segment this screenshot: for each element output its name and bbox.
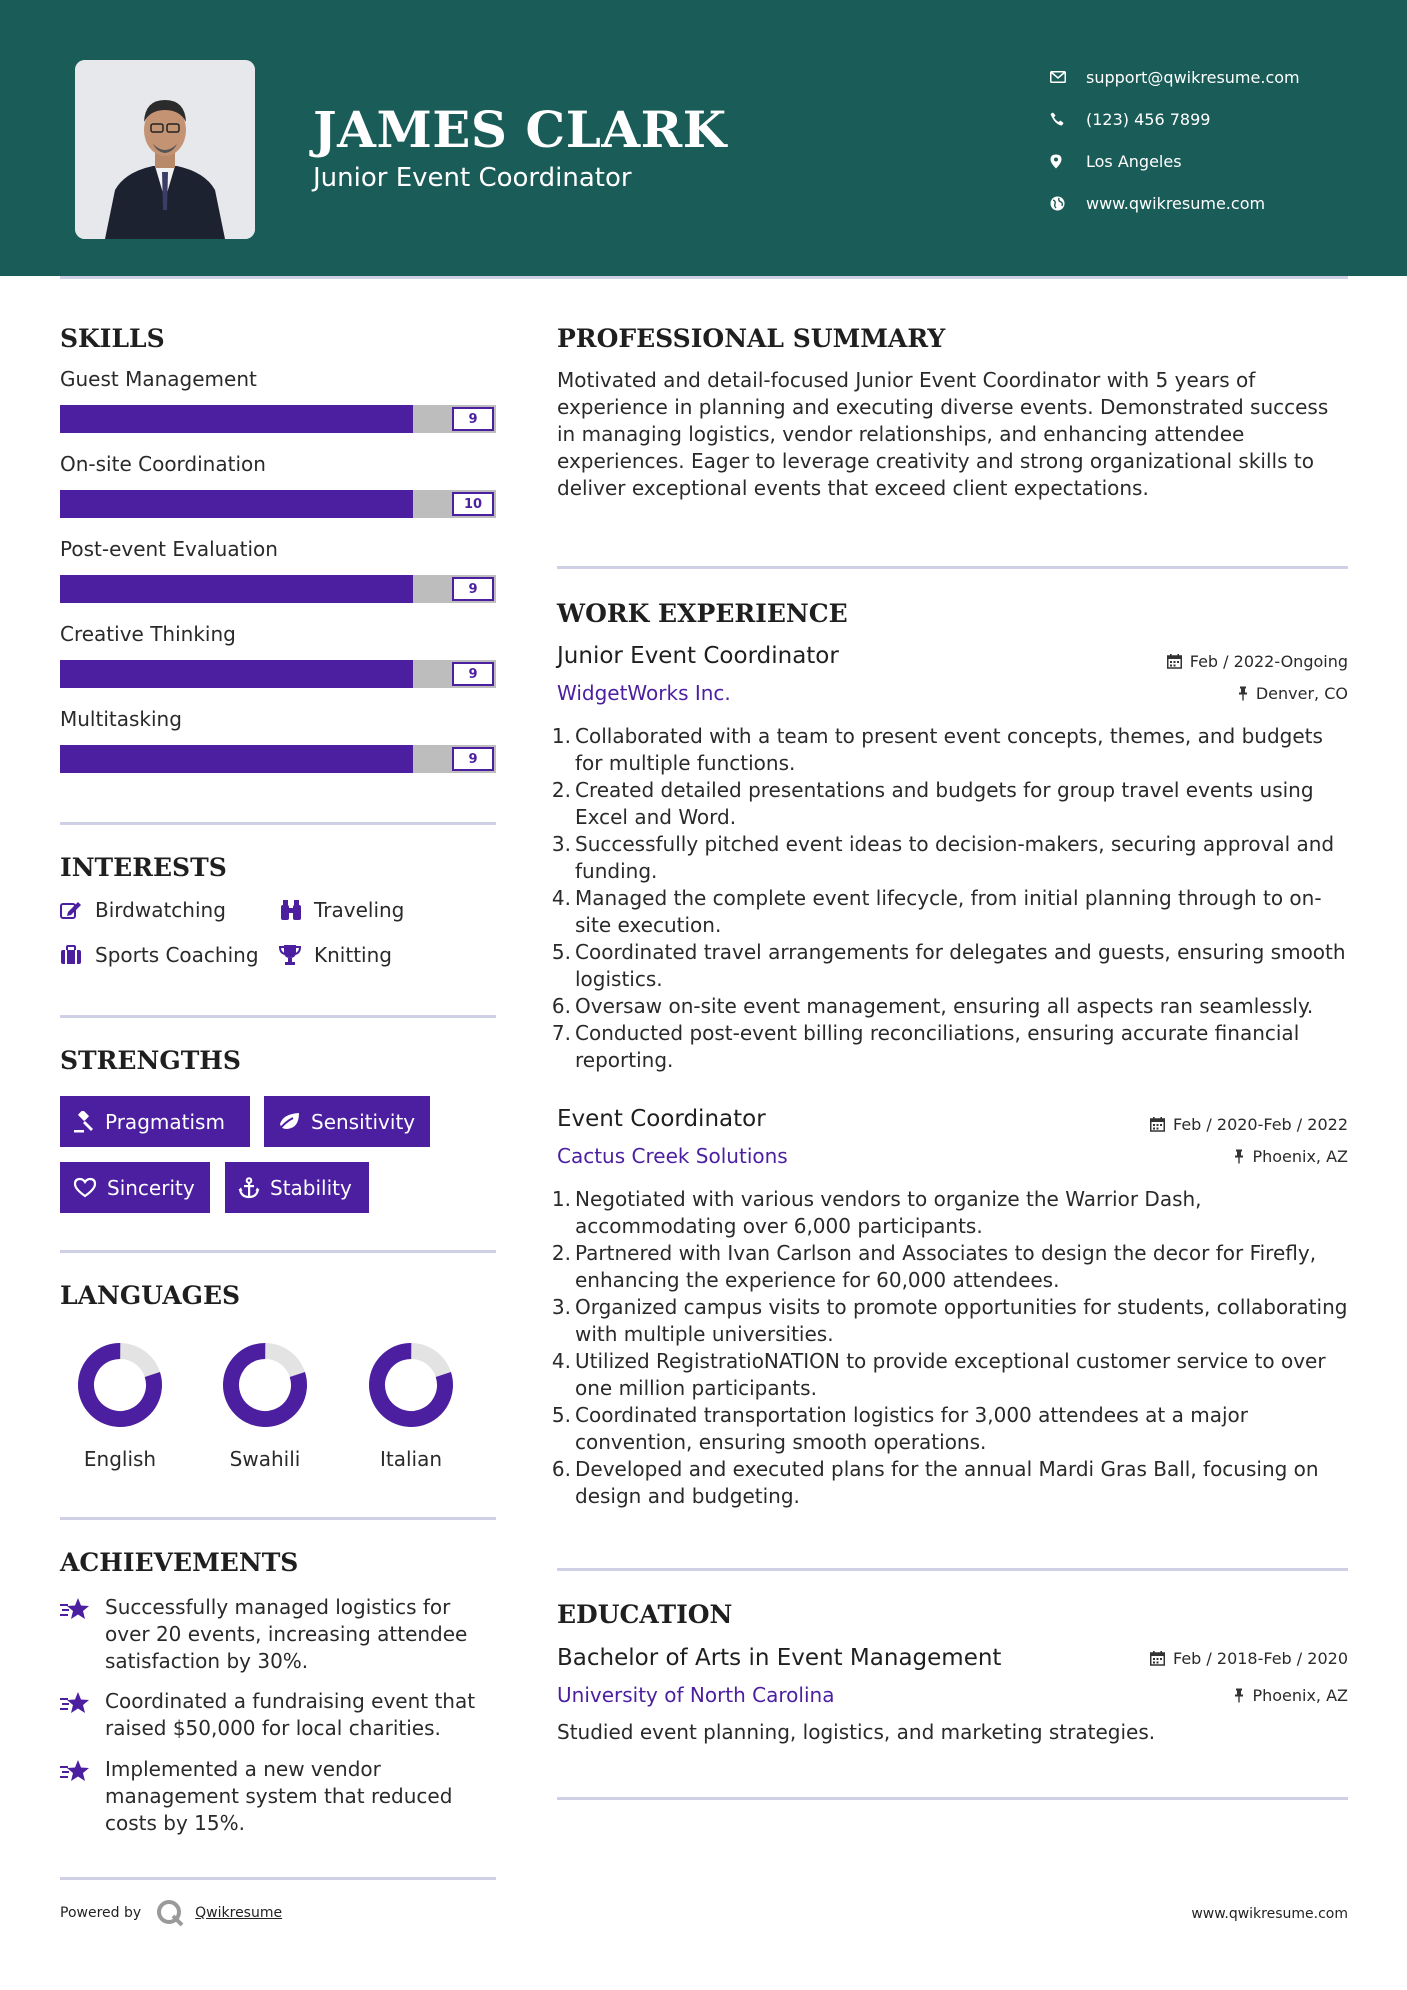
bullet-text: Managed the complete event lifecycle, from initial planning through to on-site execution. <box>575 886 1322 937</box>
skill-bar-fill <box>60 405 413 433</box>
language-label: Swahili <box>229 1447 301 1471</box>
strength-label: Stability <box>270 1175 352 1200</box>
contact-location-text: Los Angeles <box>1086 151 1182 171</box>
achievement-item <box>60 1594 500 1675</box>
skill-bar-fill <box>60 660 413 688</box>
list-item: 2. Created detailed presentations and budgets for group travel events using Excel and Word. <box>551 777 1351 831</box>
bullet-text: Coordinated travel arrangements for delegates and guests, ensuring smooth logistics. <box>575 940 1346 991</box>
list-item: 4. Utilized RegistratioNATION to provide exceptional customer service to over one million participants. <box>551 1348 1351 1402</box>
achievement-text: Implemented a new vendor management system that reduced costs by 15%. <box>105 1757 453 1835</box>
skill-score: 9 <box>452 577 494 601</box>
job-dates-text: Feb / 2020-Feb / 2022 <box>1173 1115 1348 1134</box>
job-title: Junior Event Coordinator <box>557 643 839 669</box>
achievements-heading: ACHIEVEMENTS <box>60 1548 299 1577</box>
degree-title: Bachelor of Arts in Event Management <box>557 1645 1002 1671</box>
bullet-text: Created detailed presentations and budgets for group travel events using Excel and Word. <box>575 778 1314 829</box>
contact-phone[interactable] <box>1050 98 1300 140</box>
job-location-text: Phoenix, AZ <box>1252 1147 1348 1166</box>
bullet-text: Utilized RegistratioNATION to provide exceptional customer service to over one million participants. <box>575 1349 1326 1400</box>
contact-list <box>1050 56 1300 224</box>
interest-label: Sports Coaching <box>95 943 259 967</box>
education-dates <box>1150 1649 1348 1668</box>
languages-divider <box>60 1517 496 1520</box>
skill-bar-fill <box>60 745 413 773</box>
interest-label: Birdwatching <box>95 898 226 922</box>
skill-bar <box>60 745 496 773</box>
skill-label: Guest Management <box>60 367 257 391</box>
strength-label: Sincerity <box>107 1175 195 1200</box>
job-dates <box>1150 1115 1348 1134</box>
calendar-icon <box>1150 1651 1165 1666</box>
globe-icon <box>1050 196 1086 211</box>
brand-link[interactable]: Qwikresume <box>195 1905 283 1921</box>
achievement-text: Coordinated a fundraising event that raised $50,000 for local charities. <box>105 1689 476 1740</box>
language-item <box>205 1337 325 1441</box>
job-location <box>1234 1147 1348 1166</box>
experience-heading: WORK EXPERIENCE <box>557 599 848 628</box>
skill-bar-fill <box>60 575 413 603</box>
list-item: 1. Negotiated with various vendors to organize the Warrior Dash, accommodating over 6,000 participants. <box>551 1186 1351 1240</box>
contact-phone-text: (123) 456 7899 <box>1086 109 1211 129</box>
pin-icon <box>1234 1149 1244 1164</box>
language-donut-fill <box>368 1342 454 1428</box>
list-item: 1. Collaborated with a team to present event concepts, themes, and budgets for multiple functions. <box>551 723 1351 777</box>
language-donut <box>60 1337 180 1437</box>
language-donut <box>351 1337 471 1437</box>
achievements-divider <box>60 1877 496 1880</box>
calendar-icon <box>1167 654 1182 669</box>
job-title: Event Coordinator <box>557 1106 766 1132</box>
resume-header <box>0 0 1407 276</box>
skills-heading: SKILLS <box>60 324 165 353</box>
candidate-name: JAMES CLARK <box>313 100 727 159</box>
summary-heading: PROFESSIONAL SUMMARY <box>557 324 946 353</box>
heart-icon <box>73 1177 97 1198</box>
contact-website-text: www.qwikresume.com <box>1086 193 1266 213</box>
strength-chip <box>60 1162 210 1213</box>
footer-website[interactable]: www.qwikresume.com <box>1191 1906 1348 1922</box>
star-icon <box>60 1688 105 1742</box>
bullet-text: Successfully pitched event ideas to decision-makers, securing approval and funding. <box>575 832 1335 883</box>
strength-label: Pragmatism <box>105 1109 225 1134</box>
experience-divider <box>557 1568 1348 1571</box>
map-pin-icon <box>1050 154 1086 169</box>
list-item: 2. Partnered with Ivan Carlson and Associates to design the decor for Firefly, enhancing the experience for 60,000 attendees. <box>551 1240 1351 1294</box>
pin-icon <box>1234 1688 1244 1703</box>
job-location-text: Denver, CO <box>1255 684 1348 703</box>
list-item: 6. Developed and executed plans for the annual Mardi Gras Ball, focusing on design and budgeting. <box>551 1456 1351 1510</box>
star-icon <box>60 1756 105 1837</box>
interests-heading: INTERESTS <box>60 853 227 882</box>
bullet-text: Partnered with Ivan Carlson and Associates to design the decor for Firefly, enhancing the experience for 60,000 attendees. <box>575 1241 1317 1292</box>
language-donut <box>205 1337 325 1437</box>
job-company: WidgetWorks Inc. <box>557 681 731 705</box>
skill-score: 10 <box>452 492 494 516</box>
interest-item <box>279 898 404 922</box>
list-item: 3. Successfully pitched event ideas to decision-makers, securing approval and funding. <box>551 831 1351 885</box>
language-item <box>60 1337 180 1441</box>
phone-icon <box>1050 112 1086 126</box>
gavel-icon <box>73 1111 95 1133</box>
education-location <box>1234 1686 1348 1705</box>
education-heading: EDUCATION <box>557 1600 733 1629</box>
strength-chip <box>264 1096 430 1147</box>
languages-heading: LANGUAGES <box>60 1281 241 1310</box>
contact-website[interactable] <box>1050 182 1300 224</box>
candidate-title: Junior Event Coordinator <box>313 163 632 193</box>
list-item: 7. Conducted post-event billing reconciliations, ensuring accurate financial reporting. <box>551 1020 1351 1074</box>
profile-photo <box>75 60 255 239</box>
list-item: 3. Organized campus visits to promote opportunities for students, collaborating with multiple universities. <box>551 1294 1351 1348</box>
contact-email-text: support@qwikresume.com <box>1086 67 1300 87</box>
language-label: English <box>83 1447 157 1471</box>
list-item: 5. Coordinated travel arrangements for delegates and guests, ensuring smooth logistics. <box>551 939 1351 993</box>
language-label: Italian <box>379 1447 443 1471</box>
achievement-text: Successfully managed logistics for over 20 events, increasing attendee satisfaction by 30%. <box>105 1595 468 1673</box>
skill-bar <box>60 490 496 518</box>
bullet-text: Negotiated with various vendors to organize the Warrior Dash, accommodating over 6,000 participants. <box>575 1187 1202 1238</box>
education-divider <box>557 1797 1348 1800</box>
bullet-text: Coordinated transportation logistics for 3,000 attendees at a major convention, ensuring smooth operations. <box>575 1403 1248 1454</box>
bullet-text: Collaborated with a team to present event concepts, themes, and budgets for multiple functions. <box>575 724 1323 775</box>
list-item: 6. Oversaw on-site event management, ensuring all aspects ran seamlessly. <box>551 994 1314 1018</box>
bullet-text: Conducted post-event billing reconciliations, ensuring accurate financial reporting. <box>575 1021 1300 1072</box>
strength-label: Sensitivity <box>311 1109 416 1134</box>
job-location <box>1238 684 1348 703</box>
binoculars-icon <box>279 899 314 921</box>
briefcase-icon <box>60 945 95 965</box>
list-item: 4. Managed the complete event lifecycle, from initial planning through to on-site execution. <box>551 885 1351 939</box>
strengths-heading: STRENGTHS <box>60 1046 241 1075</box>
skill-score: 9 <box>452 407 494 431</box>
skill-bar <box>60 575 496 603</box>
edit-icon <box>60 900 95 920</box>
contact-location <box>1050 140 1300 182</box>
leaf-icon <box>277 1112 301 1132</box>
job-bullets <box>551 1186 1351 1510</box>
interest-item <box>279 943 392 967</box>
education-location-text: Phoenix, AZ <box>1252 1686 1348 1705</box>
skill-label: On-site Coordination <box>60 452 266 476</box>
achievement-item <box>60 1688 500 1742</box>
language-item <box>351 1337 471 1441</box>
envelope-icon <box>1050 71 1086 83</box>
achievement-item <box>60 1756 500 1837</box>
pin-icon <box>1238 686 1248 701</box>
star-icon <box>60 1594 105 1675</box>
language-donut-fill <box>77 1342 163 1428</box>
strength-chip <box>60 1096 250 1147</box>
job-company: Cactus Creek Solutions <box>557 1144 788 1168</box>
skill-bar <box>60 660 496 688</box>
bullet-text: Oversaw on-site event management, ensuring all aspects ran seamlessly. <box>575 994 1314 1018</box>
job-dates <box>1167 652 1348 671</box>
skill-bar-fill <box>60 490 413 518</box>
trophy-icon <box>279 944 314 966</box>
powered-by-text: Powered by <box>60 1905 142 1921</box>
skill-score: 9 <box>452 662 494 686</box>
calendar-icon <box>1150 1117 1165 1132</box>
school-name: University of North Carolina <box>557 1683 835 1707</box>
header-divider <box>60 276 1348 279</box>
skill-label: Post-event Evaluation <box>60 537 278 561</box>
list-item: 5. Coordinated transportation logistics for 3,000 attendees at a major convention, ensuring smooth operations. <box>551 1402 1351 1456</box>
footer-powered-by <box>60 1898 282 1928</box>
interests-divider <box>60 1015 496 1018</box>
language-donut-fill <box>222 1342 308 1428</box>
education-description: Studied event planning, logistics, and marketing strategies. <box>557 1720 1156 1744</box>
summary-text: Motivated and detail-focused Junior Event Coordinator with 5 years of experience in planning and executing diverse events. Demonstrated success in managing logistics, vendor relationships, and enhancing attendee experiences. Eager to leverage creativity and strong organizational skills to deliver exceptional events that exceed client expectations. <box>557 368 1329 500</box>
skill-bar <box>60 405 496 433</box>
skills-divider <box>60 822 496 825</box>
interest-item <box>60 898 226 922</box>
interest-label: Traveling <box>314 898 405 922</box>
job-bullets <box>551 723 1351 1074</box>
interest-label: Knitting <box>314 943 392 967</box>
anchor-icon <box>238 1177 260 1199</box>
skill-label: Creative Thinking <box>60 622 236 646</box>
contact-email[interactable] <box>1050 56 1300 98</box>
skill-score: 9 <box>452 747 494 771</box>
bullet-text: Organized campus visits to promote opportunities for students, collaborating with multiple universities. <box>575 1295 1348 1346</box>
education-dates-text: Feb / 2018-Feb / 2020 <box>1173 1649 1348 1668</box>
qwikresume-logo-icon <box>155 1898 185 1928</box>
bullet-text: Developed and executed plans for the annual Mardi Gras Ball, focusing on design and budgeting. <box>575 1457 1319 1508</box>
job-dates-text: Feb / 2022-Ongoing <box>1189 652 1348 671</box>
interest-item <box>60 943 259 967</box>
summary-divider <box>557 566 1348 569</box>
strength-chip <box>225 1162 369 1213</box>
strengths-divider <box>60 1250 496 1253</box>
skill-label: Multitasking <box>60 707 182 731</box>
